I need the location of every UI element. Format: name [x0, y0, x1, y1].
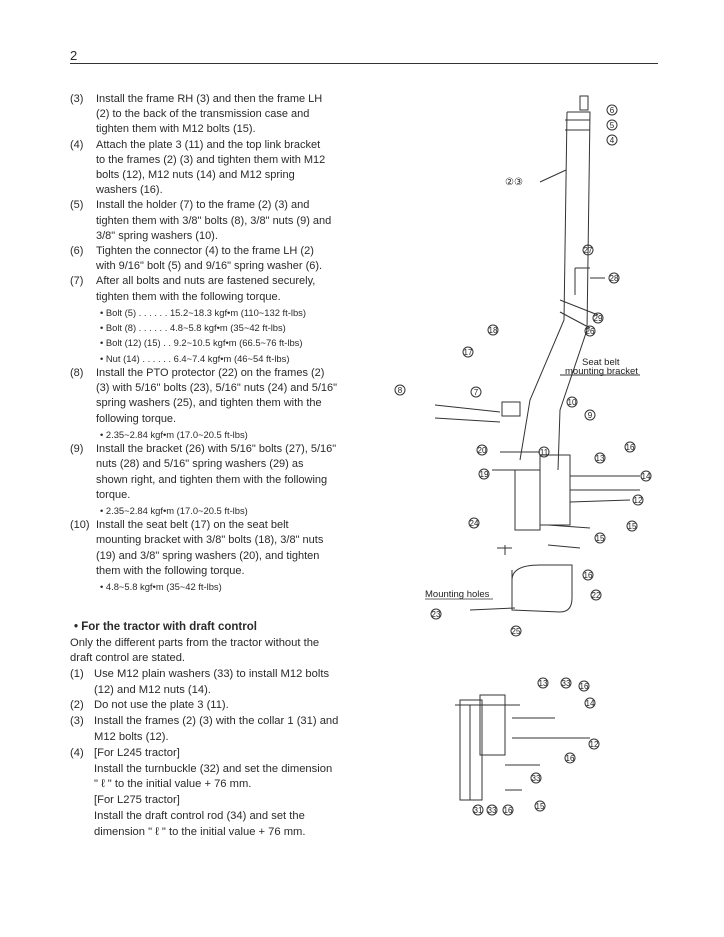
- step-number: (3): [70, 93, 84, 105]
- part-callout: [487, 805, 497, 815]
- header-rule: [70, 63, 658, 64]
- step-number: (6): [70, 245, 84, 258]
- mounting-bracket-label: mounting bracket: [565, 366, 638, 377]
- steps-list: [70, 92, 352, 594]
- step-number: (8): [70, 367, 84, 380]
- step-text-line: spring washers (25), and tighten them with the: [96, 397, 322, 410]
- step-text-line: [For L245 tractor]: [94, 746, 180, 759]
- step-text-line: (3) with 5/16" bolts (23), 5/16" nuts (24) and 5/16": [96, 382, 338, 395]
- part-callout: [477, 445, 487, 455]
- draft-step-item: [70, 667, 352, 699]
- draft-intro-line: draft control are stated.: [70, 652, 186, 665]
- part-callout: [539, 447, 549, 457]
- svg-text:14: 14: [585, 699, 595, 708]
- part-callout: [395, 385, 405, 395]
- page-number: 2: [70, 48, 78, 63]
- step-text-line: Install the PTO protector (22) on the frames (2): [96, 367, 325, 380]
- part-callout: [503, 805, 513, 815]
- svg-text:26: 26: [585, 327, 595, 336]
- svg-text:23: 23: [431, 610, 441, 619]
- part-callout: [591, 590, 601, 600]
- part-callout: [535, 801, 545, 811]
- part-callout: [479, 469, 489, 479]
- svg-text:16: 16: [565, 754, 575, 763]
- svg-text:17: 17: [463, 348, 473, 357]
- frame-outline: [520, 112, 567, 460]
- part-callout: [641, 471, 651, 481]
- step-text-line: Install the bracket (26) with 5/16" bolts (27), 5/16": [96, 443, 337, 456]
- step-text-line: tighten them with 3/8" bolts (8), 3/8" nuts (9) and: [96, 214, 332, 227]
- part-callout: [607, 120, 617, 130]
- svg-text:15: 15: [535, 802, 545, 811]
- step-item: [70, 366, 352, 442]
- part-callout: [609, 273, 619, 283]
- step-item: [70, 518, 352, 594]
- step-text-line: torque.: [96, 488, 131, 501]
- part-callout: [585, 698, 595, 708]
- part-callout: [431, 609, 441, 619]
- part-callout: [585, 326, 595, 336]
- svg-text:24: 24: [469, 519, 479, 528]
- svg-text:8: 8: [397, 386, 403, 395]
- svg-text:27: 27: [583, 246, 593, 255]
- step-text-line: Install the holder (7) to the frame (2) (3) and: [96, 199, 310, 212]
- step-text-line: [For L275 tractor]: [94, 794, 180, 807]
- part-callout: [585, 410, 595, 420]
- step-text-line: mounting bracket with 3/8" bolts (18), 3/8" nuts: [96, 534, 324, 547]
- part-callout: [579, 681, 589, 691]
- svg-text:31: 31: [473, 806, 483, 815]
- part-callout: [488, 325, 498, 335]
- svg-text:19: 19: [479, 470, 489, 479]
- step-text-line: (19) and 3/8" spring washers (20), and tighten: [96, 549, 320, 562]
- svg-text:33: 33: [531, 774, 541, 783]
- part-callout: [607, 105, 617, 115]
- step-number: (10): [70, 519, 90, 532]
- svg-text:25: 25: [511, 627, 521, 636]
- part-callout: [625, 442, 635, 452]
- part-callout: [463, 347, 473, 357]
- part-callout: [595, 533, 605, 543]
- part-callout: [538, 678, 548, 688]
- torque-spec: • 4.8~5.8 kgf•m (35~42 ft-lbs): [100, 581, 222, 593]
- svg-text:16: 16: [503, 806, 513, 815]
- seat-belt-label: Seat belt: [582, 357, 620, 368]
- step-text-line: tighten them with the following torque.: [96, 290, 281, 303]
- step-number: (9): [70, 443, 84, 456]
- step-text-line: washers (16).: [96, 184, 163, 197]
- step-text-line: nuts (28) and 5/16" spring washers (29) as: [96, 458, 304, 471]
- step-text-line: them with the following torque.: [96, 564, 245, 577]
- svg-text:12: 12: [589, 740, 599, 749]
- part-callout: [633, 495, 643, 505]
- svg-text:28: 28: [609, 274, 619, 283]
- step-text-line: Tighten the connector (4) to the frame LH (2): [96, 245, 314, 258]
- part-callout: [471, 387, 481, 397]
- step-text-line: following torque.: [96, 412, 177, 425]
- svg-text:15: 15: [595, 534, 605, 543]
- svg-text:18: 18: [488, 326, 498, 335]
- frame-outline: [558, 112, 590, 470]
- part-callout: [589, 739, 599, 749]
- frames-label: ②③: [505, 177, 523, 188]
- draft-step-item: [70, 698, 352, 714]
- svg-text:10: 10: [567, 398, 577, 407]
- svg-text:4: 4: [609, 136, 615, 145]
- draft-step-item: [70, 714, 352, 746]
- part-callout: [627, 521, 637, 531]
- torque-spec: • Bolt (12) (15) . . 9.2~10.5 kgf•m (66.5~76 ft-lbs): [100, 337, 303, 349]
- svg-text:11: 11: [539, 448, 549, 457]
- step-text-line: 3/8" spring washers (10).: [96, 229, 218, 242]
- step-item: [70, 244, 352, 274]
- svg-text:33: 33: [487, 806, 497, 815]
- svg-text:20: 20: [477, 446, 487, 455]
- step-text-line: Do not use the plate 3 (11).: [94, 699, 229, 712]
- torque-spec: • Bolt (5) . . . . . . 15.2~18.3 kgf•m (110~132 ft-lbs): [100, 306, 306, 318]
- svg-text:13: 13: [595, 454, 605, 463]
- part-callout: [595, 453, 605, 463]
- part-callout: [473, 805, 483, 815]
- step-item: [70, 198, 352, 244]
- step-item: [70, 92, 352, 138]
- part-callout: [607, 135, 617, 145]
- step-number: (5): [70, 199, 84, 212]
- step-number: (7): [70, 275, 84, 288]
- step-item: [70, 138, 352, 199]
- svg-text:5: 5: [609, 121, 615, 130]
- step-text-line: Install the seat belt (17) on the seat belt: [96, 519, 289, 532]
- instructions-column: [70, 92, 352, 841]
- svg-text:16: 16: [625, 443, 635, 452]
- part-callout: [583, 245, 593, 255]
- svg-text:13: 13: [538, 679, 548, 688]
- step-text-line: Install the draft control rod (34) and set the: [94, 809, 305, 822]
- step-text-line: M12 bolts (12).: [94, 730, 169, 743]
- step-number: (1): [70, 667, 84, 680]
- part-callout: [567, 397, 577, 407]
- torque-spec: • Bolt (8) . . . . . . 4.8~5.8 kgf•m (35~42 ft-lbs): [100, 322, 286, 334]
- draft-steps-list: [70, 667, 352, 841]
- draft-intro-line: Only the different parts from the tractor without the: [70, 636, 320, 649]
- part-callout: [593, 313, 603, 323]
- step-text-line: Use M12 plain washers (33) to install M12 bolts: [94, 667, 330, 680]
- step-text-line: Attach the plate 3 (11) and the top link bracket: [96, 138, 321, 151]
- step-text-line: After all bolts and nuts are fastened securely,: [96, 275, 316, 288]
- torque-spec: • Nut (14) . . . . . . 6.4~7.4 kgf•m (46~54 ft-lbs): [100, 352, 290, 364]
- draft-step-item: [70, 746, 352, 841]
- svg-text:7: 7: [473, 388, 479, 397]
- part-callout: [531, 773, 541, 783]
- step-text-line: (2) to the back of the transmission case and: [96, 108, 310, 121]
- draft-intro: [70, 636, 352, 667]
- step-text-line: with 9/16" bolt (5) and 9/16" spring washer (6).: [96, 260, 323, 273]
- step-text-line: bolts (12), M12 nuts (14) and M12 spring: [96, 169, 295, 182]
- step-text-line: tighten them with M12 bolts (15).: [96, 123, 256, 136]
- torque-spec: • 2.35~2.84 kgf•m (17.0~20.5 ft-lbs): [100, 428, 248, 440]
- step-number: (4): [70, 746, 84, 759]
- svg-text:16: 16: [579, 682, 589, 691]
- svg-text:15: 15: [627, 522, 637, 531]
- torque-spec: • 2.35~2.84 kgf•m (17.0~20.5 ft-lbs): [100, 504, 248, 516]
- svg-text:22: 22: [591, 591, 601, 600]
- part-callout: [583, 570, 593, 580]
- step-text-line: Install the frame RH (3) and then the frame LH: [96, 93, 323, 105]
- step-text-line: to the frames (2) (3) and tighten them with M12: [96, 153, 326, 166]
- svg-text:14: 14: [641, 472, 651, 481]
- mounting-holes-label: Mounting holes: [425, 589, 490, 600]
- svg-text:33: 33: [561, 679, 571, 688]
- step-number: (3): [70, 715, 84, 728]
- part-callout: [561, 678, 571, 688]
- step-text-line: " ℓ " to the initial value + 76 mm.: [94, 778, 252, 791]
- step-number: (4): [70, 138, 84, 151]
- svg-text:12: 12: [633, 496, 643, 505]
- step-text-line: Install the frames (2) (3) with the collar 1 (31) and: [94, 715, 339, 728]
- part-callout: [469, 518, 479, 528]
- step-item: [70, 274, 352, 366]
- svg-text:6: 6: [609, 106, 615, 115]
- part-callout: [511, 626, 521, 636]
- svg-text:29: 29: [593, 314, 603, 323]
- step-text-line: shown right, and tighten them with the following: [96, 473, 328, 486]
- step-item: [70, 442, 352, 518]
- svg-text:16: 16: [583, 571, 593, 580]
- step-text-line: (12) and M12 nuts (14).: [94, 683, 211, 696]
- step-number: (2): [70, 699, 84, 712]
- svg-text:9: 9: [587, 411, 593, 420]
- step-text-line: dimension " ℓ " to the initial value + 76 mm.: [94, 825, 306, 838]
- part-callout: [565, 753, 575, 763]
- step-text-line: Install the turnbuckle (32) and set the dimension: [94, 762, 333, 775]
- draft-heading: • For the tractor with draft control: [74, 621, 257, 634]
